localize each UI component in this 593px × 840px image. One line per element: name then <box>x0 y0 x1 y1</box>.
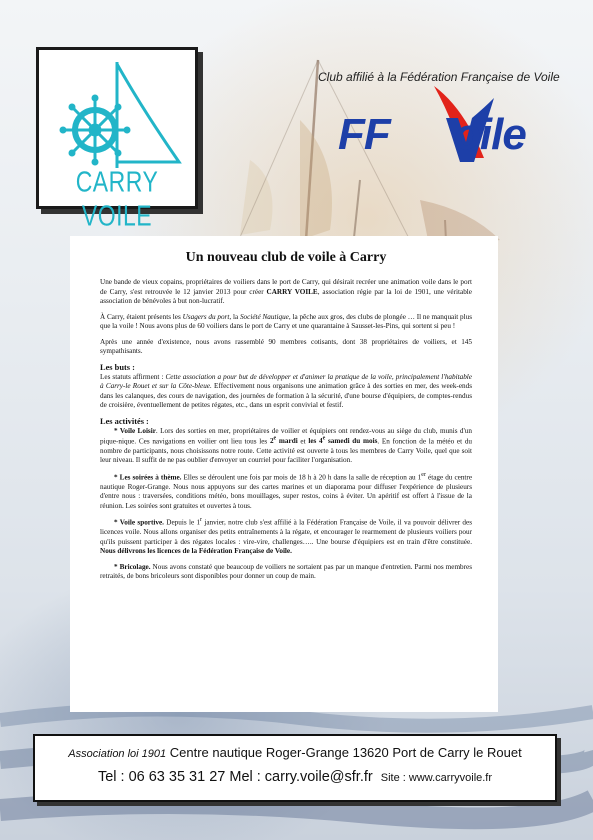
association-type: Association loi 1901 <box>68 748 167 760</box>
superscript: e <box>322 436 326 442</box>
text-bold: * Les soirées à thème. <box>114 473 182 482</box>
club-name: CARRY VOILE <box>266 287 318 296</box>
text: . Lors des sorties en mer, propriétaires de voilier et équipiers ont rendez-vous au siège du club, munis d'un pique-nique. Ces navigations en voilier ont lieu tous les <box>100 426 472 446</box>
intro-paragraph-1 <box>100 278 472 307</box>
superscript: er <box>421 471 426 478</box>
voile-loisir-paragraph <box>100 427 472 466</box>
text: , la <box>229 312 240 321</box>
text-italic: Société Nautique <box>239 312 289 321</box>
activites-heading: Les activités : <box>100 416 149 426</box>
text: Les statuts affirment : <box>100 372 166 381</box>
voile-sportive-paragraph <box>100 517 472 556</box>
article-sheet <box>70 236 498 712</box>
website: Site : www.carryvoile.fr <box>380 772 493 784</box>
bricolage-paragraph <box>100 563 472 582</box>
footer-contact-line <box>35 769 555 785</box>
phone-email: Tel : 06 63 35 31 27 Mel : carry.voile@sfr.fr <box>97 769 373 785</box>
text: Elles se déroulent une fois par mois de 18 h à 20 h dans la salle de réception au 1 <box>181 473 422 482</box>
ffv-word-ff: FF <box>338 110 390 159</box>
superscript: r <box>200 517 203 524</box>
text: , association régie par la loi de 1901, une véritable association de bénévoles à but non-lucratif. <box>100 287 472 305</box>
carry-voile-logo <box>36 47 198 232</box>
text-bold: * Voile Loisir <box>114 426 156 435</box>
text-bold <box>270 437 298 445</box>
text: et <box>297 437 309 446</box>
soirees-paragraph <box>100 472 472 511</box>
text: étage du centre nautique Roger-Grange. Nous nous appuyons sur des cartes marines et un diaporama pour diffuser l'expérience de plusieurs d'entre nous : traversées, conditions météo, bons mouillages, super restos, coins à éviter. Un apéritif est offert à l'issue de la réunion. Les soirées sont gratuites et ouvertes à tous. <box>100 473 473 510</box>
buts-paragraph <box>100 373 472 411</box>
text: les 4 <box>308 437 323 446</box>
address: Centre nautique Roger-Grange 13620 Port de Carry le Rouet <box>166 745 522 760</box>
text-italic: Cette association a pour but de développer et d'animer la pratique de la voile, principalement l'habitable à Carry-le Rouet et sur la Côte-bleue. <box>100 372 472 390</box>
text: À Carry, étaient présents les <box>100 312 183 321</box>
text-bold: * Bricolage. <box>114 562 151 571</box>
intro-paragraph-2 <box>100 313 472 332</box>
text: 2 <box>269 437 274 446</box>
text-bold <box>308 437 377 445</box>
contact-footer <box>33 734 557 802</box>
footer-address-line <box>35 745 555 760</box>
text: Depuis le 1 <box>163 518 201 527</box>
text: Effectivement nous organisons une animation grâce à des sorties en mer, des week-ends dans les calanques, des cours de navigation, des journées de formation à la sécurité, d'une bourse d'équipiers, de comptes-rendus de croisière, éventuellement de petites régates, etc., dans un esprit convivial et festif. <box>100 382 472 409</box>
text: . En fonction de la météo et du nombre de participants, nous choisissons notre route. Cette activité est ouverte à tous les membres de Carry Voile, quel que soit leur niveau. Il suffit de ne pas oublier d'envoyer un courriel pour faciliter l'organisation. <box>100 437 473 465</box>
text: mardi <box>276 437 298 446</box>
text-bold: * Voile sportive. <box>114 518 164 527</box>
article-title: Un nouveau club de voile à Carry <box>185 250 387 265</box>
text: , la pêche aux gros, des clubs de plongée … Il ne manquait plus que la voile ! Nous avons plus de 60 voiliers dans le port de Carry et une quarantaine à Sausset-les-Pins, qui sortent si peu ! <box>100 312 473 330</box>
ffv-word-oile: oile <box>454 110 526 159</box>
text-italic: Usagers du port <box>182 312 230 321</box>
text: Nous avons constaté que beaucoup de voiliers ne sortaient pas par un manque d'entretien. Parmi nos membres retraités, de bons bricoleurs sont disponibles pour donner un coup de main. <box>100 562 473 581</box>
buts-heading: Les buts : <box>100 362 135 372</box>
logo-wordmark: CARRY VOILE <box>75 165 159 232</box>
ffv-tagline: Club affilié à la Fédération Française de Voile <box>318 70 560 84</box>
intro-paragraph-3: Après une année d'existence, nous avons rassemblé 90 membres cotisants, dont 38 propriétaires de voiliers, et 145 sympathisants. <box>100 337 472 355</box>
text: samedi du mois <box>325 437 378 446</box>
text-bold: Nous délivrons les licences de la Fédération Française de Voile. <box>100 547 292 556</box>
text: Une bande de vieux copains, propriétaires de voiliers dans le port de Carry, qui désirait recréer une animation voile dans le port de Carry, s'est retrouvée le 12 janvier 2013 pour créer <box>100 278 472 296</box>
text: janvier, notre club s'est affilié à la Fédération Française de Voile, il va pouvoir délivrer des licences voile. Nous allons organiser des petits entraînements à la régate, et encourager le rearmement de plusieurs voiliers pour qu'ils puissent participer à des régates locales : vire-vire, challenges….. Une bourse d'équipiers est en train d'être constituée. <box>100 518 472 546</box>
superscript: e <box>273 436 277 442</box>
